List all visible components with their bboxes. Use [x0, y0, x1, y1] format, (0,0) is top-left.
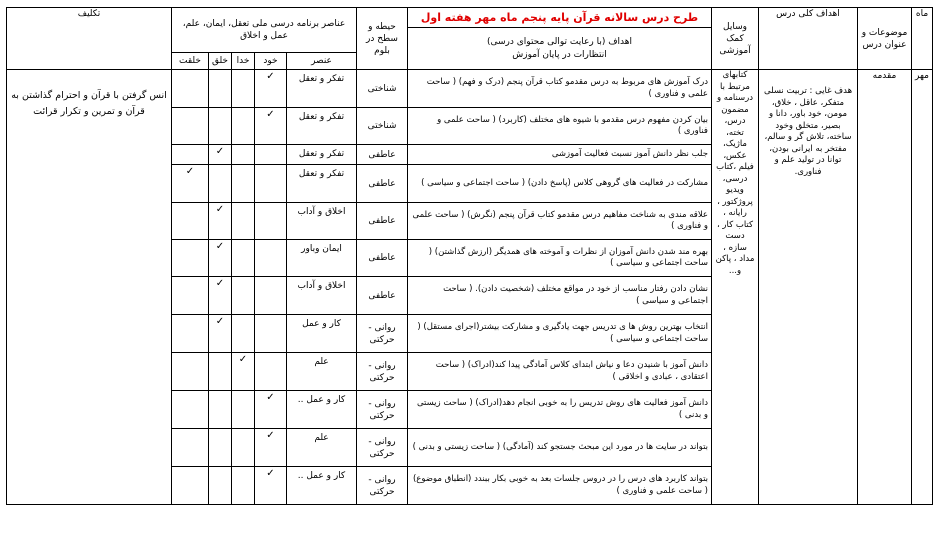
god-check-cell [232, 429, 255, 467]
creature-check-cell [172, 277, 209, 315]
creature-check-cell [172, 165, 209, 203]
domain-cell: روانی - حرکتی [357, 315, 408, 353]
check-mark-icon: ✓ [215, 241, 225, 252]
check-mark-icon: ✓ [238, 354, 248, 365]
element-cell: کار و عمل .. [287, 391, 357, 429]
creation-check-cell [209, 277, 232, 315]
national-elements-header: عناصر برنامه درسی ملی تعقل، ایمان، علم، عمل و اخلاق [172, 8, 357, 53]
god-check-cell [232, 108, 255, 145]
objective-cell: درک آموزش های مربوط به درس مقدمو کتاب قرآن پنجم (درک و فهم) ( ساحت علمی و فناوری ) [408, 70, 712, 108]
creature-check-cell [172, 315, 209, 353]
domain-cell: روانی - حرکتی [357, 429, 408, 467]
creation-check-cell [209, 165, 232, 203]
topics-header: موضوعات و عنوان درس [858, 8, 912, 70]
domain-cell: روانی - حرکتی [357, 353, 408, 391]
creature-check-cell [172, 353, 209, 391]
objective-cell: بهره مند شدن دانش آموزان از نظرات و آموخته های همدیگر (ارزش گذاشتن) ( ساحت اجتماعی و سیاسی ) [408, 240, 712, 277]
element-cell: اخلاق و آداب [287, 277, 357, 315]
domain-cell: شناختی [357, 108, 408, 145]
element-cell: تفکر و تعقل [287, 70, 357, 108]
check-mark-icon: ✓ [215, 204, 225, 215]
god-check-cell [232, 467, 255, 505]
creature-check-cell [172, 429, 209, 467]
god-check-cell [232, 203, 255, 240]
objectives-header [408, 28, 712, 70]
objective-cell: بیان کردن مفهوم درس مقدمو با شیوه های مختلف (کاربرد) ( ساحت علمی و فناوری ) [408, 108, 712, 145]
god-check-cell [232, 240, 255, 277]
check-mark-icon: ✓ [266, 392, 275, 403]
month-header: ماه [912, 8, 933, 70]
self-check-cell [255, 70, 287, 108]
self-check-cell [255, 277, 287, 315]
general-goals-cell: هدف غایی : تربیت نسلی متفکر، عاقل ، خلاق، مومن، خود باور، دانا و بصیر، متخلق وخود ساخته، تلاش گر و سالم، مفتخر به ایرانی بودن، توانا در تولید علم و فناوری. [759, 70, 858, 505]
self-check-cell [255, 108, 287, 145]
lesson-plan [6, 7, 933, 505]
element-cell: تفکر و تعقل [287, 165, 357, 203]
check-mark-icon: ✓ [185, 166, 195, 177]
creation-check-cell [209, 203, 232, 240]
aids-header: وسایل کمک آموزشی [712, 8, 759, 70]
self-header: خود [255, 53, 287, 70]
objective-cell: انتخاب بهترین روش ها ی تدریس جهت یادگیری و مشارکت بیشتر(اجرای مستقل) ( ساحت اجتماعی و سیاسی ) [408, 315, 712, 353]
element-cell: کار و عمل [287, 315, 357, 353]
assignment-cell: انس گرفتن با قرآن و احترام گذاشتن به قرآن و تمرین و تکرار قرائت [7, 70, 172, 505]
self-check-cell [255, 429, 287, 467]
domain-cell: روانی - حرکتی [357, 467, 408, 505]
creature-check-cell [172, 391, 209, 429]
plan-title: طرح درس سالانه قرآن پایه پنجم ماه مهر هفته اول [408, 8, 712, 28]
self-check-cell [255, 145, 287, 165]
general-goals-header: اهداف کلی درس [759, 8, 858, 70]
plan-row [7, 70, 933, 108]
domain-cell: عاطفی [357, 203, 408, 240]
objective-cell: دانش آموز با شنیدن دعا و نیاش ابتدای کلاس آمادگی پیدا کند(ادراک) ( ساحت اعتقادی ، عبادی و اخلاقی ) [408, 353, 712, 391]
god-check-cell [232, 145, 255, 165]
self-check-cell [255, 467, 287, 505]
assignment-header: تکلیف [7, 8, 172, 70]
check-mark-icon: ✓ [215, 278, 225, 289]
check-mark-icon: ✓ [215, 316, 225, 327]
domain-level-header: حیطه و سطح در بلوم [357, 8, 408, 70]
objective-cell: نشان دادن رفتار مناسب از خود در مواقع مختلف (شخصیت دادن). ( ساحت اجتماعی و سیاسی ) [408, 277, 712, 315]
topic-cell: مقدمه [858, 70, 912, 505]
month-cell: مهر [912, 70, 933, 505]
god-check-cell [232, 391, 255, 429]
element-cell: کار و عمل .. [287, 467, 357, 505]
creature-check-cell [172, 467, 209, 505]
creature-check-cell [172, 70, 209, 108]
lesson-plan-table [6, 7, 933, 505]
self-check-cell [255, 203, 287, 240]
creation-check-cell [209, 391, 232, 429]
check-mark-icon: ✓ [266, 468, 275, 479]
check-mark-icon: ✓ [215, 146, 225, 157]
creation-check-cell [209, 145, 232, 165]
expectations-label: انتظارات در پایان آموزش [512, 49, 607, 60]
creature-header: خلقت [172, 53, 209, 70]
creature-check-cell [172, 203, 209, 240]
god-check-cell [232, 70, 255, 108]
element-cell: ایمان وباور [287, 240, 357, 277]
self-check-cell [255, 165, 287, 203]
objective-cell: بتواند کاربرد های درس را در دروس جلسات بعد به خوبی بکار ببندد (انطباق موضوع) ( ساحت علمی و فناوری ) [408, 467, 712, 505]
objective-cell: جلب نظر دانش آموز نسبت فعالیت آموزشی [408, 145, 712, 165]
element-cell: علم [287, 429, 357, 467]
god-header: خدا [232, 53, 255, 70]
element-cell: تفکر و تعقل [287, 145, 357, 165]
creation-check-cell [209, 353, 232, 391]
objective-cell: دانش آموز فعالیت های روش تدریس را به خوبی انجام دهد(ادراک) ( ساحت زیستی و بدنی ) [408, 391, 712, 429]
god-check-cell [232, 277, 255, 315]
creation-check-cell [209, 429, 232, 467]
objective-cell: بتواند در سایت ها در مورد این مبحث جستجو کند (آمادگی) ( ساحت زیستی و بدنی ) [408, 429, 712, 467]
domain-cell: عاطفی [357, 145, 408, 165]
domain-cell: عاطفی [357, 240, 408, 277]
creation-check-cell [209, 70, 232, 108]
domain-cell: عاطفی [357, 277, 408, 315]
domain-cell: شناختی [357, 70, 408, 108]
creation-check-cell [209, 315, 232, 353]
self-check-cell [255, 353, 287, 391]
check-mark-icon: ✓ [266, 71, 275, 82]
domain-cell: روانی - حرکتی [357, 391, 408, 429]
check-mark-icon: ✓ [266, 430, 275, 441]
element-header: عنصر [287, 53, 357, 70]
element-cell: اخلاق و آداب [287, 203, 357, 240]
creation-check-cell [209, 108, 232, 145]
self-check-cell [255, 240, 287, 277]
objectives-label: اهداف (با رعایت توالی محتوای درسی) [486, 36, 632, 47]
creation-header: خلق [209, 53, 232, 70]
domain-cell: عاطفی [357, 165, 408, 203]
objective-cell: مشارکت در فعالیت های گروهی کلاس (پاسخ دادن) ( ساحت اجتماعی و سیاسی ) [408, 165, 712, 203]
god-check-cell [232, 165, 255, 203]
element-cell: علم [287, 353, 357, 391]
aids-cell: کتابهای مرتبط با درسنامه و مضمون درس، تخته، ماژیک، عکس، فیلم ،کتاب درسی، ویدیو پروژکتور ، رایانه ، کتاب کار ، دست سازه ، مداد ، پاکن و... [712, 70, 759, 505]
creature-check-cell [172, 145, 209, 165]
god-check-cell [232, 315, 255, 353]
creature-check-cell [172, 108, 209, 145]
creation-check-cell [209, 240, 232, 277]
objective-cell: علاقه مندی به شناخت مفاهیم درس مقدمو کتاب قرآن پنجم (نگرش) ( ساحت علمی و فناوری ) [408, 203, 712, 240]
check-mark-icon: ✓ [266, 109, 275, 120]
creation-check-cell [209, 467, 232, 505]
creature-check-cell [172, 240, 209, 277]
element-cell: تفکر و تعقل [287, 108, 357, 145]
god-check-cell [232, 353, 255, 391]
self-check-cell [255, 315, 287, 353]
self-check-cell [255, 391, 287, 429]
